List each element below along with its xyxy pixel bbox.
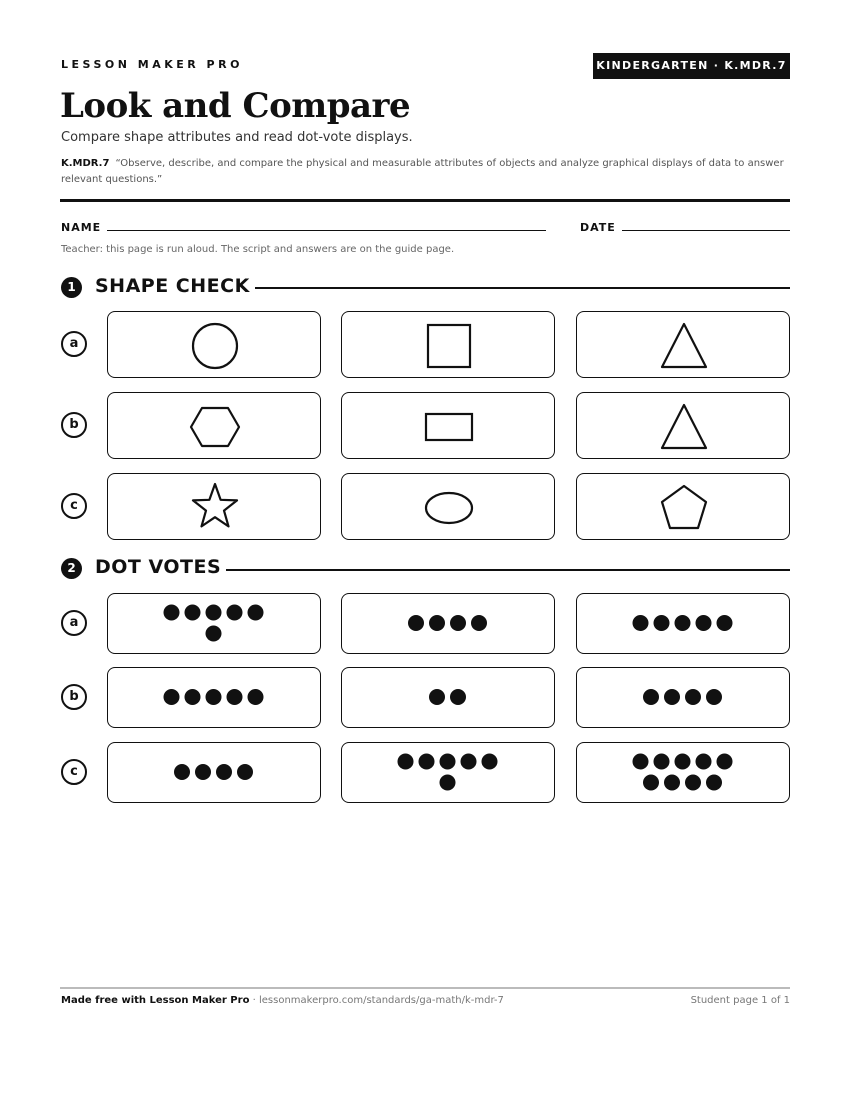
section-1-title: SHAPE CHECK	[95, 275, 250, 297]
vote-dot	[185, 605, 201, 621]
dot-card-a-2[interactable]	[341, 593, 555, 654]
dot-card-b-1[interactable]	[107, 667, 321, 728]
dot-group	[342, 743, 553, 801]
vote-dot	[440, 754, 456, 770]
dot-group	[577, 668, 788, 726]
dot-card-c-3[interactable]	[576, 742, 790, 803]
hexagon-shape-icon	[108, 393, 319, 457]
shape-row-label-b: b	[61, 412, 87, 438]
vote-dot	[206, 689, 222, 705]
vote-dot	[643, 689, 659, 705]
dot-group	[108, 594, 319, 652]
vote-dot	[216, 764, 232, 780]
page-subtitle: Compare shape attributes and read dot-vote displays.	[61, 130, 413, 145]
dot-group	[342, 668, 553, 726]
vote-dot	[408, 615, 424, 631]
vote-dot	[675, 754, 691, 770]
vote-dot	[227, 689, 243, 705]
vote-dot	[429, 689, 445, 705]
name-field[interactable]	[107, 230, 546, 231]
vote-dot	[717, 615, 733, 631]
dot-card-b-3[interactable]	[576, 667, 790, 728]
shape-card-a-1[interactable]	[107, 311, 321, 378]
dot-group	[577, 594, 788, 652]
rectangle-shape-icon	[342, 393, 553, 457]
date-label: DATE	[580, 221, 616, 234]
vote-dot	[450, 615, 466, 631]
vote-dot	[685, 689, 701, 705]
date-field[interactable]	[622, 230, 790, 231]
shape-card-a-2[interactable]	[341, 311, 555, 378]
footer-credit: Made free with Lesson Maker Pro · lessonmakerpro.com/standards/ga-math/k-mdr-7	[61, 995, 504, 1006]
vote-dot	[706, 689, 722, 705]
shape-card-b-3[interactable]	[576, 392, 790, 459]
triangle-shape-icon	[577, 312, 788, 376]
dot-row-label-c: c	[61, 759, 87, 785]
vote-dot	[429, 615, 445, 631]
dot-group	[577, 743, 788, 801]
vote-dot	[248, 605, 264, 621]
vote-dot	[164, 689, 180, 705]
footer-made-with: Made free with Lesson Maker Pro	[61, 995, 250, 1006]
footer-url[interactable]: lessonmakerpro.com/standards/ga-math/k-mdr-7	[258, 995, 504, 1006]
standard-description	[61, 156, 791, 188]
vote-dot	[248, 689, 264, 705]
standard-code: K.MDR.7	[61, 158, 110, 169]
oval-shape-icon	[342, 474, 553, 538]
brand-name: LESSON MAKER PRO	[61, 58, 243, 71]
shape-card-b-2[interactable]	[341, 392, 555, 459]
square-shape-icon	[342, 312, 553, 376]
header-divider	[60, 199, 790, 202]
vote-dot	[185, 689, 201, 705]
shape-row-label-a: a	[61, 331, 87, 357]
vote-dot	[419, 754, 435, 770]
vote-dot	[706, 775, 722, 791]
name-label: NAME	[61, 221, 102, 234]
shape-card-a-3[interactable]	[576, 311, 790, 378]
dot-row-label-b: b	[61, 684, 87, 710]
vote-dot	[174, 764, 190, 780]
teacher-note: Teacher: this page is run aloud. The script and answers are on the guide page.	[61, 244, 455, 255]
vote-dot	[227, 605, 243, 621]
circle-shape-icon	[108, 312, 319, 376]
vote-dot	[717, 754, 733, 770]
footer-divider	[60, 987, 790, 989]
vote-dot	[633, 754, 649, 770]
dot-card-c-2[interactable]	[341, 742, 555, 803]
standard-text: “Observe, describe, and compare the physical and measurable attributes of objects and analyze graphical displays of data to answer relevant questions.”	[61, 158, 784, 185]
shape-card-c-3[interactable]	[576, 473, 790, 540]
vote-dot	[237, 764, 253, 780]
page-title: Look and Compare	[60, 86, 411, 126]
vote-dot	[450, 689, 466, 705]
shape-card-b-1[interactable]	[107, 392, 321, 459]
shape-card-c-2[interactable]	[341, 473, 555, 540]
vote-dot	[654, 615, 670, 631]
vote-dot	[398, 754, 414, 770]
vote-dot	[440, 775, 456, 791]
dot-card-a-1[interactable]	[107, 593, 321, 654]
pentagon-shape-icon	[577, 474, 788, 538]
dot-card-a-3[interactable]	[576, 593, 790, 654]
shape-card-c-1[interactable]	[107, 473, 321, 540]
vote-dot	[696, 754, 712, 770]
vote-dot	[482, 754, 498, 770]
vote-dot	[664, 775, 680, 791]
dot-card-c-1[interactable]	[107, 742, 321, 803]
grade-badge: KINDERGARTEN · K.MDR.7	[593, 53, 790, 79]
footer-page-number: Student page 1 of 1	[690, 995, 790, 1006]
triangle-shape-icon	[577, 393, 788, 457]
section-1-number: 1	[61, 277, 82, 298]
section-2-title: DOT VOTES	[95, 556, 222, 578]
vote-dot	[675, 615, 691, 631]
vote-dot	[195, 764, 211, 780]
section-1-divider	[255, 287, 790, 289]
vote-dot	[206, 626, 222, 642]
dot-group	[108, 668, 319, 726]
shape-row-label-c: c	[61, 493, 87, 519]
vote-dot	[633, 615, 649, 631]
section-2-divider	[226, 569, 790, 571]
vote-dot	[643, 775, 659, 791]
vote-dot	[654, 754, 670, 770]
vote-dot	[664, 689, 680, 705]
dot-group	[342, 594, 553, 652]
dot-card-b-2[interactable]	[341, 667, 555, 728]
vote-dot	[685, 775, 701, 791]
vote-dot	[696, 615, 712, 631]
vote-dot	[471, 615, 487, 631]
vote-dot	[206, 605, 222, 621]
section-2-number: 2	[61, 558, 82, 579]
dot-group	[108, 743, 319, 801]
star-shape-icon	[108, 474, 319, 538]
dot-row-label-a: a	[61, 610, 87, 636]
vote-dot	[164, 605, 180, 621]
vote-dot	[461, 754, 477, 770]
